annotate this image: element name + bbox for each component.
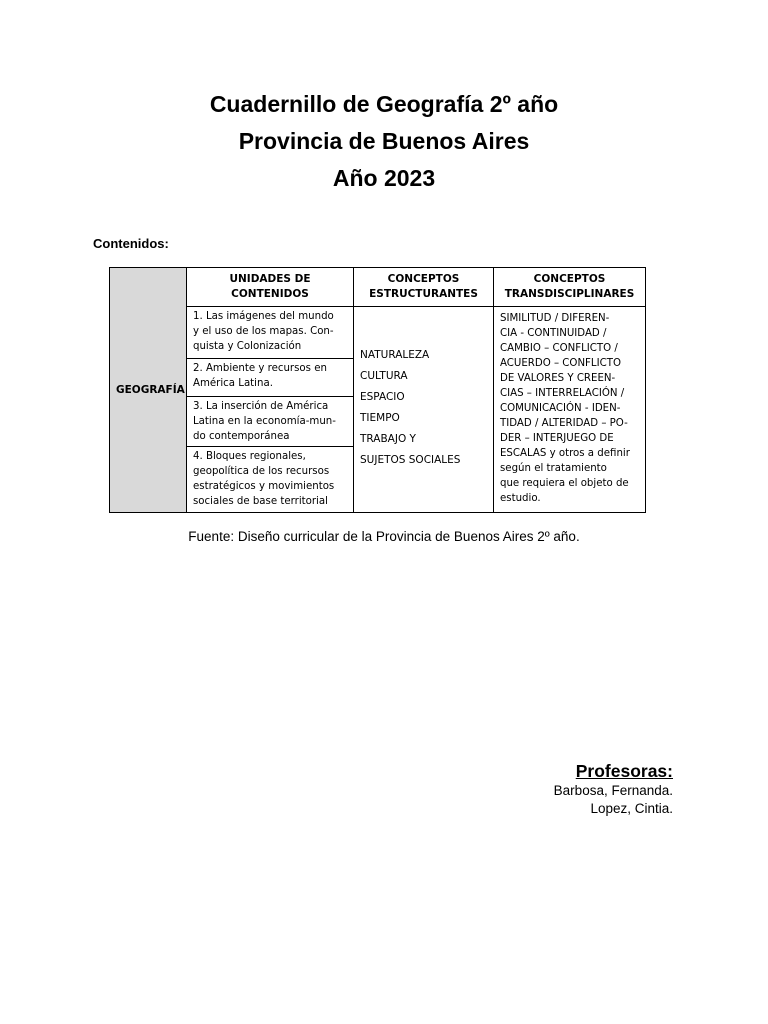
curriculum-table xyxy=(109,267,646,513)
teachers-block xyxy=(554,760,673,818)
transdisciplinary-concepts: SIMILITUD / DIFEREN- CIA - CONTINUIDAD / CAMBIO – CONFLICTO / ACUERDO – CONFLICTO DE VALORES Y CREEN- CIAS – INTERRELACIÓN / COMUNICACIÓN - IDEN- TIDAD / ALTERIDAD – PO- DER – INTERJUEGO DE ESCALAS y otros a definir según el tratamiento que requiera el objeto de estudio. xyxy=(494,307,646,513)
header-transdisciplinary: CONCEPTOS TRANSDISCIPLINARES xyxy=(494,268,646,307)
title-line-1: Cuadernillo de Geografía 2º año xyxy=(209,91,559,117)
contenidos-label: Contenidos: xyxy=(93,236,169,251)
unit-1: 1. Las imágenes del mundo y el uso de los mapas. Con- quista y Colonización xyxy=(187,307,354,359)
document-title xyxy=(0,86,768,197)
structural-concepts: NATURALEZA CULTURA ESPACIO TIEMPO TRABAJO Y SUJETOS SOCIALES xyxy=(354,307,494,513)
teacher-name: Barbosa, Fernanda. xyxy=(553,783,673,798)
title-line-2: Provincia de Buenos Aires xyxy=(238,128,530,154)
unit-2: 2. Ambiente y recursos en América Latina. xyxy=(187,359,354,397)
subject-cell xyxy=(110,268,187,513)
source-caption: Fuente: Diseño curricular de la Provincia de Buenos Aires 2º año. xyxy=(188,529,580,544)
header-units: UNIDADES DE CONTENIDOS xyxy=(187,268,354,307)
unit-3: 3. La inserción de América Latina en la economía-mun- do contemporánea xyxy=(187,397,354,447)
title-line-3: Año 2023 xyxy=(332,165,436,191)
unit-4: 4. Bloques regionales, geopolítica de los recursos estratégicos y movimientos sociales de base territorial xyxy=(187,447,354,513)
header-structural: CONCEPTOS ESTRUCTURANTES xyxy=(354,268,494,307)
subject-label: GEOGRAFÍA xyxy=(116,383,185,396)
teachers-label: Profesoras: xyxy=(575,761,673,781)
teacher-name: Lopez, Cintia. xyxy=(590,801,673,816)
